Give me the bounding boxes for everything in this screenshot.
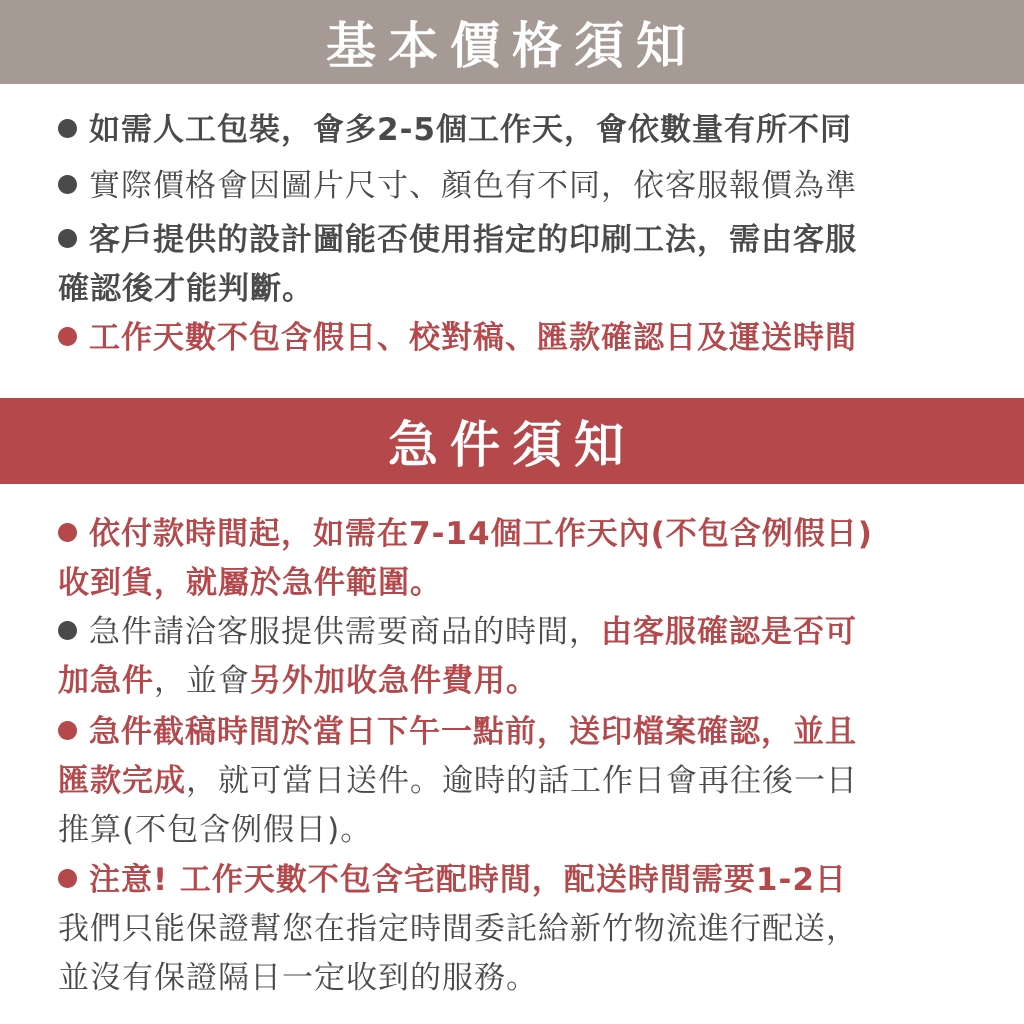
basic-pricing-title: 基本價格須知 <box>326 17 698 75</box>
bullet-icon <box>58 175 77 194</box>
bullet-icon <box>58 327 77 346</box>
basic-pricing-header <box>0 0 1024 84</box>
bullet-icon <box>58 119 77 138</box>
urgent-item-notice: 注意! 工作天數不包含宅配時間，配送時間需要1-2日 我們只能保證幫您在指定時間委託給新竹物流進行配送， 並沒有保證隔日一定收到的服務。 <box>58 862 858 996</box>
bullet-icon <box>58 869 77 888</box>
urgent-order-header <box>0 398 1024 484</box>
bullet-icon <box>58 229 77 248</box>
basic-item-packaging: 如需人工包裝，會多2-5個工作天，會依數量有所不同 <box>58 106 968 155</box>
urgent-item-range: 依付款時間起，如需在7-14個工作天內(不包含例假日) 收到貨，就屬於急件範圍。 <box>58 516 873 601</box>
bullet-icon <box>58 621 77 640</box>
bullet-icon <box>58 721 77 740</box>
basic-item-workdays: 工作天數不包含假日、校對稿、匯款確認日及運送時間 <box>58 314 968 363</box>
urgent-order-title: 急件須知 <box>388 416 636 474</box>
basic-item-design: 客戶提供的設計圖能否使用指定的印刷工法，需由客服 確認後才能判斷。 <box>58 222 857 307</box>
basic-item-price: 實際價格會因圖片尺寸、顏色有不同，依客服報價為準 <box>58 162 968 211</box>
urgent-item-contact: 急件請洽客服提供需要商品的時間，由客服確認是否可 加急件，並會另外加收急件費用。 <box>58 614 857 699</box>
bullet-icon <box>58 523 77 542</box>
urgent-item-deadline: 急件截稿時間於當日下午一點前，送印檔案確認，並且 匯款完成，就可當日送件。逾時的話工作日會再往後一日 推算(不包含例假日)。 <box>58 714 858 848</box>
